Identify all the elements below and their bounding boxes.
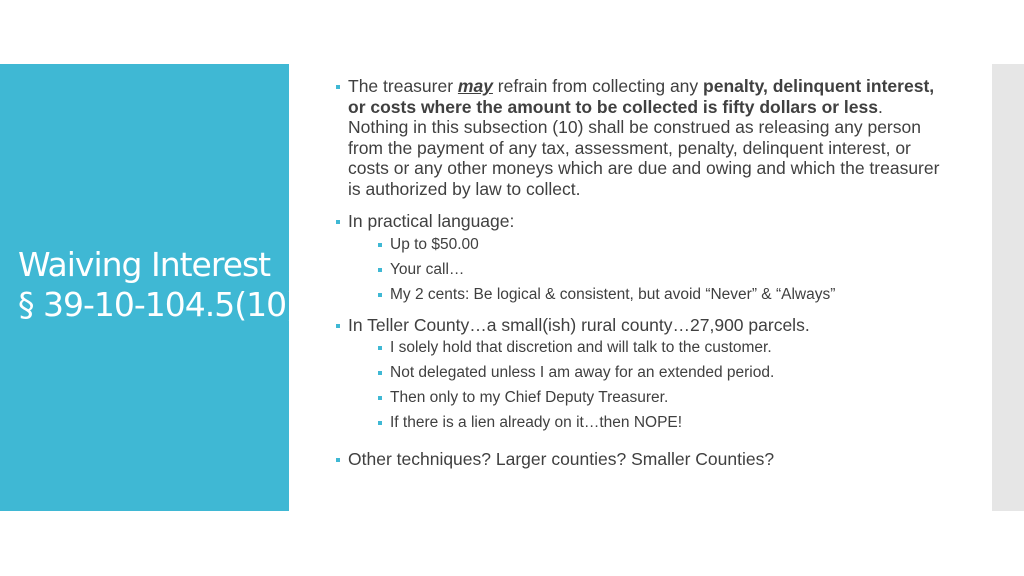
- bullet-teller-county: In Teller County…a small(ish) rural county…27,900 parcels.: [330, 315, 940, 336]
- sub-bullet: I solely hold that discretion and will talk to the customer.: [372, 335, 940, 360]
- bullet-text: . Nothing in this subsection (10) shall be construed as releasing any person from the payment of any tax, assessment, penalty, delinquent interest, or costs or any other moneys which are due and owing and which the treasurer is authorized by law to collect.: [348, 96, 940, 199]
- bullet-statute-text: [330, 76, 940, 199]
- sub-bullet: Up to $50.00: [372, 232, 940, 257]
- sub-bullet: Not delegated unless I am away for an extended period.: [372, 360, 940, 385]
- bullet-other-techniques: Other techniques? Larger counties? Smaller Counties?: [330, 449, 940, 470]
- vertical-scrollbar[interactable]: [992, 64, 1024, 511]
- slide-title: [18, 245, 298, 325]
- bold-text: penalty, delinquent interest, or costs where the amount to be collected is fifty dollars or less: [348, 76, 935, 117]
- bullet-practical-language: In practical language:: [330, 211, 940, 232]
- sub-bullet: Then only to my Chief Deputy Treasurer.: [372, 385, 940, 410]
- title-line-2: § 39-10-104.5(10): [18, 285, 298, 324]
- bullet-text: The treasurer: [348, 76, 458, 96]
- title-line-1: Waiving Interest: [18, 245, 271, 284]
- sub-bullet: If there is a lien already on it…then NOPE!: [372, 410, 940, 435]
- sub-bullet: My 2 cents: Be logical & consistent, but avoid “Never” & “Always”: [372, 282, 940, 307]
- emphasis-may: may: [457, 76, 493, 96]
- sub-bullet: Your call…: [372, 257, 940, 282]
- slide-content: [330, 76, 940, 470]
- bullet-text: refrain from collecting any: [492, 76, 704, 96]
